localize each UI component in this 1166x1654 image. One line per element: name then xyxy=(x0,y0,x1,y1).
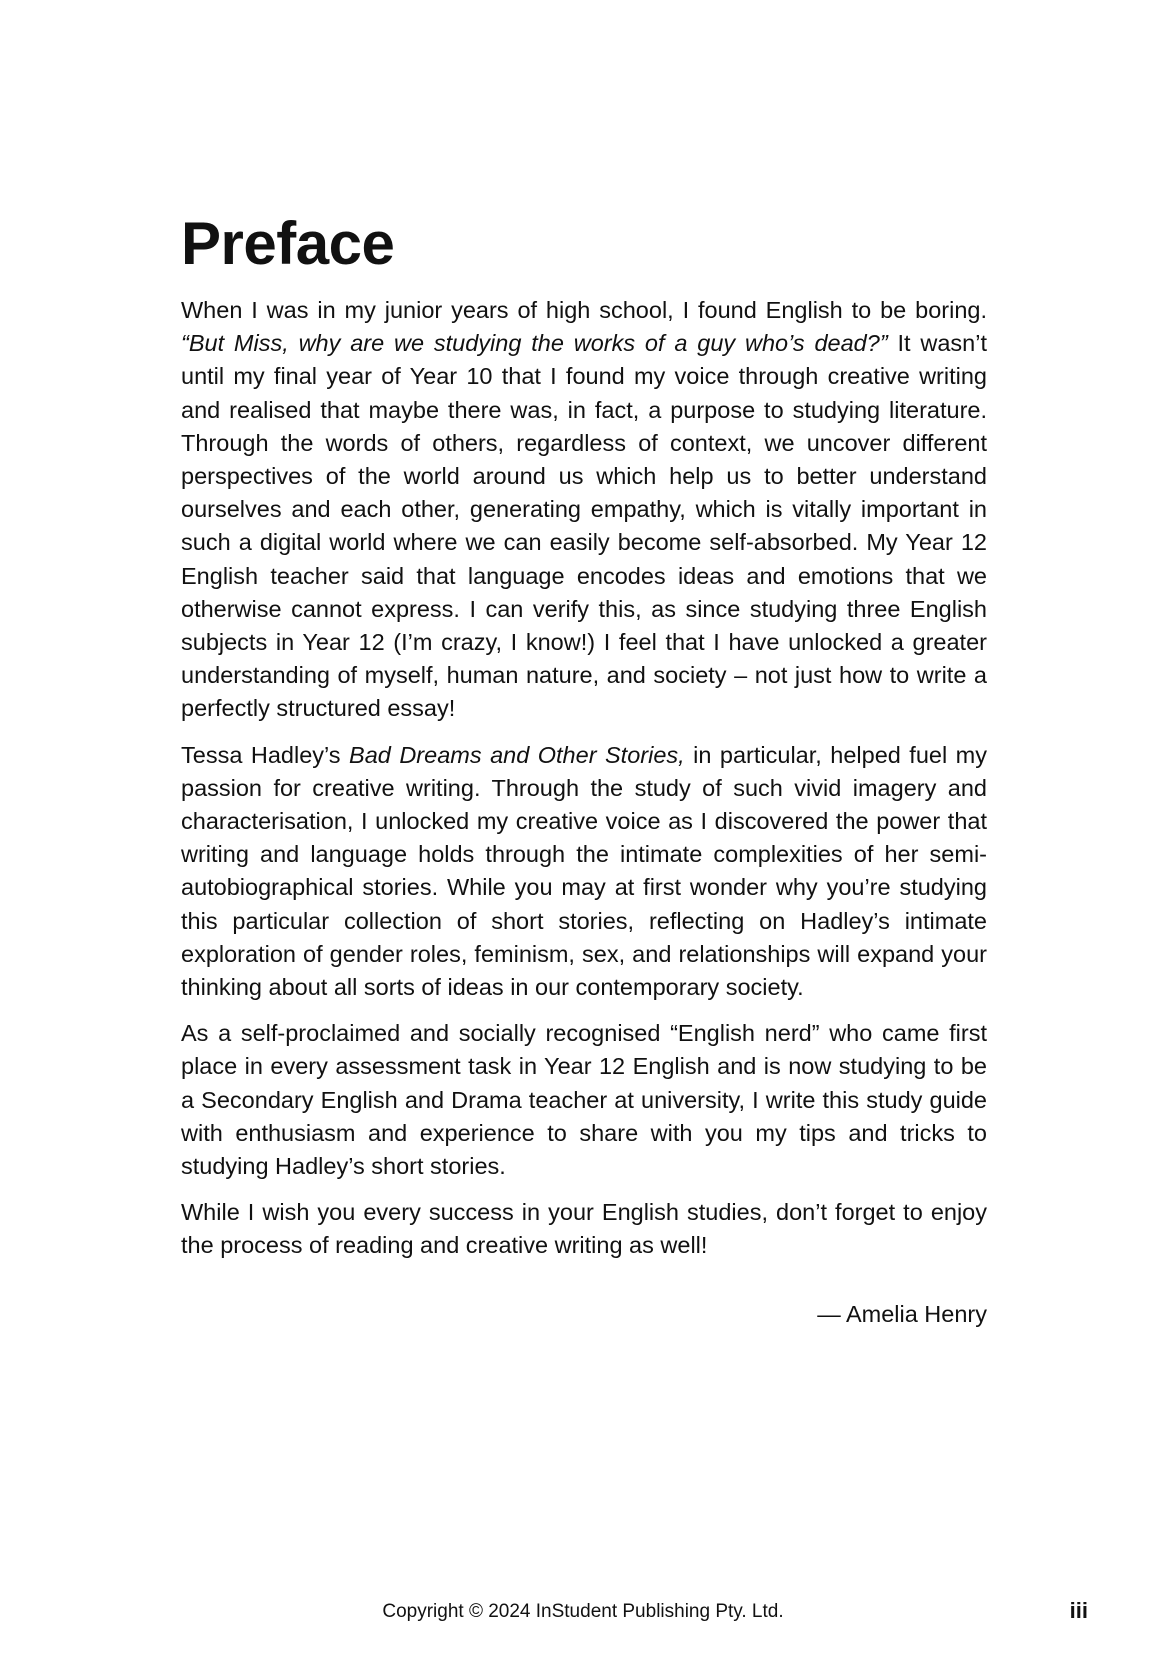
author-signature: — Amelia Henry xyxy=(817,1300,987,1327)
paragraph-1 xyxy=(181,294,987,726)
paragraph-2-intro: Tessa Hadley’s xyxy=(181,741,350,768)
book-title: Bad Dreams and Other Stories, xyxy=(349,741,685,768)
paragraph-3: As a self-proclaimed and socially recognised “English nerd” who came first place in every assessment task in Year 12 English and is now studying to be a Secondary English and Drama teacher at university, I write this study guide with enthusiasm and experience to share with you my tips and tricks to studying Hadley’s short stories. xyxy=(181,1020,987,1180)
paragraph-1-body: It wasn’t until my final year of Year 10 that I found my voice through creative writing and realised that maybe there was, in fact, a purpose to studying literature. Through the words of others, regardless of context, we uncover different perspectives of the world around us which help us to better understand ourselves and each other, generating empathy, which is vitally important in such a digital world where we can easily become self-absorbed. My Year 12 English teacher said that language encodes ideas and emotions that we otherwise cannot express. I can verify this, as since studying three English subjects in Year 12 (I’m crazy, I know!) I feel that I have unlocked a greater understanding of myself, human nature, and society – not just how to write a perfectly structured essay! xyxy=(181,330,987,722)
paragraph-4: While I wish you every success in your English studies, don’t forget to enjoy the process of reading and creative writing as well! xyxy=(181,1199,987,1259)
paragraph-1-intro: When I was in my junior years of high school, I found English to be boring. xyxy=(181,297,987,323)
student-quote: “But Miss, why are we studying the works of a guy who’s dead?” xyxy=(181,330,888,357)
page-title: Preface xyxy=(181,210,395,277)
copyright-footer: Copyright © 2024 InStudent Publishing Pty. Ltd. xyxy=(382,1601,784,1622)
paragraph-2 xyxy=(181,739,987,1005)
page-number: iii xyxy=(1069,1598,1088,1623)
paragraph-2-body: in particular, helped fuel my passion for creative writing. Through the study of such vivid imagery and characterisation, I unlocked my creative voice as I discovered the power that writing and language holds through the intimate complexities of her semi-autobiographical stories. While you may at first wonder why you’re studying this particular collection of short stories, reflecting on Hadley’s intimate exploration of gender roles, feminism, sex, and relationships will expand your thinking about all sorts of ideas in our contemporary society. xyxy=(181,741,987,1001)
preface-section xyxy=(181,208,987,1344)
